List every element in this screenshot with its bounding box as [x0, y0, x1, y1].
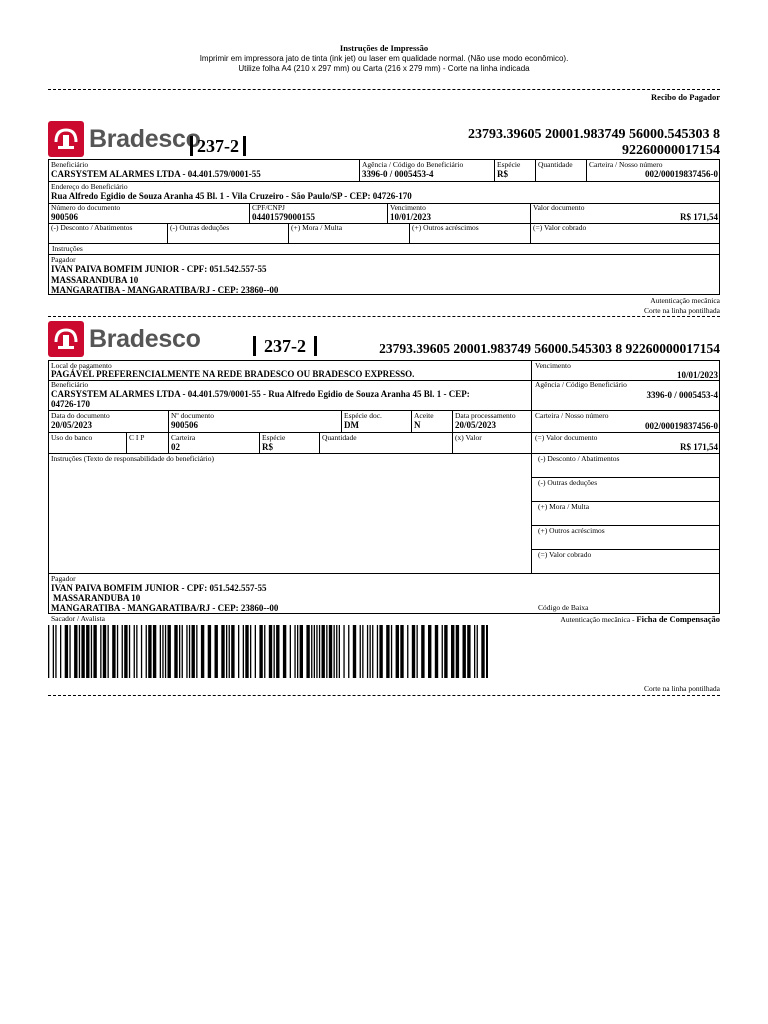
barcode-bar	[407, 625, 408, 678]
digitable-line-1: 23793.39605 20001.983749 56000.545303 8	[468, 127, 720, 142]
carteira-value: 002/00019837456-0	[645, 169, 718, 179]
vencimento-value: 10/01/2023	[676, 370, 718, 380]
barcode-bar	[334, 625, 335, 678]
pagador-line-2: MASSARANDUBA 10	[51, 275, 139, 285]
barcode-bar	[417, 625, 418, 678]
vencimento-label: Vencimento	[390, 203, 426, 212]
barcode-bar	[377, 625, 378, 678]
vencimento-label: Vencimento	[535, 361, 571, 370]
instrucoes-label: Instruções (Texto de responsabilidade do beneficiário)	[51, 454, 214, 463]
barcode-bar	[117, 625, 118, 678]
barcode-bar	[329, 625, 332, 678]
valor-doc-label: Valor documento	[533, 203, 585, 212]
barcode-bar	[196, 625, 197, 678]
barcode-bar	[379, 625, 382, 678]
recibo-title: Recibo do Pagador	[651, 92, 720, 102]
vencimento-value: 10/01/2023	[390, 212, 432, 222]
bradesco-tree-icon	[48, 121, 84, 157]
barcode-bar	[400, 625, 403, 678]
barcode-bar	[255, 625, 256, 678]
carteira-label: Carteira / Nosso número	[589, 160, 663, 169]
barcode-bar	[108, 625, 109, 678]
barcode-bar	[421, 625, 424, 678]
barcode-bar	[444, 625, 447, 678]
barcode-bar	[162, 625, 163, 678]
barcode-bar	[60, 625, 61, 678]
barcode-bar	[467, 625, 470, 678]
barcode-bar	[124, 625, 127, 678]
barcode-bar	[146, 625, 147, 678]
local-pagamento-label: Local de pagamento	[51, 361, 112, 370]
valor-cobrado-label: (=) Valor cobrado	[538, 550, 592, 559]
barcode-bar	[294, 625, 295, 678]
barcode-bar	[74, 625, 77, 678]
barcode-bar	[314, 625, 315, 678]
especie-doc-value: DM	[344, 420, 359, 430]
barcode-bar	[81, 625, 84, 678]
barcode-bar	[55, 625, 56, 678]
outras-deducoes-label: (-) Outras deduções	[538, 478, 598, 487]
barcode-bar	[103, 625, 106, 678]
barcode-bar	[201, 625, 204, 678]
agencia-value: 3396-0 / 0005453-4	[646, 390, 718, 400]
agencia-value: 3396-0 / 0005453-4	[362, 169, 434, 179]
barcode-bar	[91, 625, 92, 678]
barcode-bar	[168, 625, 171, 678]
barcode-bar	[319, 625, 320, 678]
aceite-label: Aceite	[414, 411, 434, 420]
carteira-value: 02	[171, 442, 180, 452]
barcode-bar	[65, 625, 68, 678]
barcode-bar	[367, 625, 368, 678]
autenticacao-mecanica: Autenticação mecânica	[650, 296, 720, 305]
barcode-bar	[100, 625, 101, 678]
barcode-bar	[322, 625, 325, 678]
print-instructions-line1: Imprimir em impressora jato de tinta (ink jet) ou laser em qualidade normal. (Não use modo econômico).	[199, 54, 569, 63]
barcode-bar	[435, 625, 438, 678]
num-doc-label: Nº documento	[171, 411, 214, 420]
digitable-line: 23793.39605 20001.983749 56000.545303 8 92260000017154	[379, 341, 720, 356]
barcode-bar	[343, 625, 344, 678]
pagador-line-3: MANGARATIBA - MANGARATIBA/RJ - CEP: 23860--00	[51, 285, 279, 295]
mora-label: (+) Mora / Multa	[538, 502, 590, 511]
pagador-line-1: IVAN PAIVA BOMFIM JUNIOR - CPF: 051.542.557-55	[51, 264, 267, 274]
barcode-bar	[269, 625, 272, 678]
barcode-bar	[300, 625, 303, 678]
carteira-nosso-value: 002/00019837456-0	[645, 421, 718, 431]
valor-doc-value: R$ 171,54	[680, 442, 718, 452]
data-doc-value: 20/05/2023	[51, 420, 93, 430]
autenticacao-ficha	[560, 615, 720, 624]
barcode-bar	[86, 625, 89, 678]
barcode-bar	[208, 625, 211, 678]
bank-code: 237-2	[253, 336, 317, 356]
barcode-bar	[129, 625, 130, 678]
barcode-bar	[264, 625, 265, 678]
barcode-bar	[474, 625, 475, 678]
barcode-bar	[362, 625, 363, 678]
barcode-bar	[93, 625, 96, 678]
print-instructions-title: Instruções de Impressão	[339, 43, 429, 53]
bank-code: 237-2	[190, 136, 246, 156]
codigo-baixa-label: Código de Baixa	[538, 603, 589, 612]
local-pagamento-value: PAGÁVEL PREFERENCIALMENTE NA REDE BRADESCO OU BRADESCO EXPRESSO.	[51, 369, 415, 379]
barcode-bar	[192, 625, 195, 678]
carteira-nosso-label: Carteira / Nosso número	[535, 411, 609, 420]
pagador-line-2: MASSARANDUBA 10	[53, 593, 141, 603]
agencia-label: Agência / Código do Beneficiário	[362, 160, 464, 169]
quantidade-label: Quantidade	[538, 160, 573, 169]
endereco-label: Endereço do Beneficiário	[51, 182, 128, 191]
barcode-bar	[148, 625, 151, 678]
barcode-bar	[165, 625, 166, 678]
barcode-bar	[456, 625, 459, 678]
valor-doc-value: R$ 171,54	[680, 212, 718, 222]
barcode-bar	[215, 625, 218, 678]
cpf-value: 04401579000155	[252, 212, 315, 222]
beneficiario-line-2: 04726-170	[51, 399, 90, 409]
barcode-bar	[238, 625, 239, 678]
pagador-label: Pagador	[51, 574, 76, 583]
carteira-label: Carteira	[171, 433, 196, 442]
barcode-bar	[182, 625, 183, 678]
barcode-bar	[428, 625, 431, 678]
barcode-bar	[290, 625, 291, 678]
bradesco-logo	[48, 121, 201, 157]
barcode-bar	[226, 625, 227, 678]
barcode-bar	[396, 625, 399, 678]
bank-name: Bradesco	[89, 124, 201, 153]
barcode-bar	[391, 625, 392, 678]
ficha-compensacao-label: Ficha de Compensação	[636, 614, 720, 624]
data-proc-value: 20/05/2023	[455, 420, 497, 430]
pagador-line-3: MANGARATIBA - MANGARATIBA/RJ - CEP: 23860--00	[51, 603, 279, 613]
uso-banco-label: Uso do banco	[51, 433, 93, 442]
barcode-bar	[486, 625, 488, 678]
barcode-bar	[112, 625, 115, 678]
valor-cobrado-label: (=) Valor cobrado	[533, 223, 587, 232]
barcode-bar	[160, 625, 161, 678]
cut-line	[48, 89, 720, 90]
barcode-bar	[48, 625, 49, 678]
barcode-bar	[136, 625, 137, 678]
instrucoes-label: Instruções	[52, 244, 83, 253]
numero-doc-value: 900506	[51, 212, 78, 222]
barcode-bar	[174, 625, 177, 678]
mora-label: (+) Mora / Multa	[291, 223, 343, 232]
digitable-line-2: 92260000017154	[622, 143, 720, 158]
barcode-bar	[372, 625, 373, 678]
aceite-value: N	[414, 420, 421, 430]
barcode-bar	[386, 625, 389, 678]
barcode-bar	[297, 625, 298, 678]
barcode-bar	[229, 625, 230, 678]
bank-name: Bradesco	[89, 324, 201, 353]
barcode-bar	[348, 625, 349, 678]
cut-line	[48, 316, 720, 317]
barcode-bar	[283, 625, 286, 678]
barcode-bar	[360, 625, 361, 678]
barcode-bar	[316, 625, 317, 678]
data-proc-label: Data processamento	[455, 411, 516, 420]
quantidade-label: Quantidade	[322, 433, 357, 442]
barcode-bar	[412, 625, 415, 678]
especie-value: R$	[497, 169, 508, 179]
valor-doc-label: (=) Valor documento	[535, 433, 598, 442]
endereco-value: Rua Alfredo Egidio de Souza Aranha 45 Bl. 1 - Vila Cruzeiro - São Paulo/SP - CEP: 04726-170	[51, 191, 412, 201]
beneficiario-line-1: CARSYSTEM ALARMES LTDA - 04.401.579/0001-55 - Rua Alfredo Egidio de Souza Aranha 45 Bl. 1 - CEP:	[51, 389, 470, 399]
pagador-line-1: IVAN PAIVA BOMFIM JUNIOR - CPF: 051.542.557-55	[51, 583, 267, 593]
barcode-bar	[245, 625, 248, 678]
desconto-label: (-) Desconto / Abatimentos	[538, 454, 620, 463]
barcode-bar	[141, 625, 142, 678]
barcode-bar	[79, 625, 80, 678]
barcode-bar	[306, 625, 309, 678]
data-doc-label: Data do documento	[51, 411, 110, 420]
beneficiario-label: Beneficiário	[51, 160, 89, 169]
bradesco-logo	[48, 321, 201, 357]
sacador-label: Sacador / Avalista	[51, 614, 106, 623]
barcode-bar	[189, 625, 190, 678]
barcode-bar	[311, 625, 312, 678]
pagador-label: Pagador	[51, 255, 76, 264]
barcode-bar	[221, 625, 224, 678]
especie-value: R$	[262, 442, 273, 452]
corte-linha-label: Corte na linha pontilhada	[643, 306, 720, 315]
barcode-bar	[153, 625, 156, 678]
barcode-bar	[53, 625, 54, 678]
num-doc-value: 900506	[171, 420, 198, 430]
barcode-bar	[481, 625, 484, 678]
barcode-bar	[179, 625, 180, 678]
desconto-label: (-) Desconto / Abatimentos	[51, 223, 133, 232]
autenticacao-label: Autenticação mecânica -	[560, 615, 635, 624]
cut-line	[48, 695, 720, 696]
barcode-bar	[250, 625, 251, 678]
barcode-bar	[186, 625, 187, 678]
barcode-bar	[463, 625, 466, 678]
outros-acrescimos-label: (+) Outros acréscimos	[412, 223, 479, 232]
barcode-bar	[276, 625, 279, 678]
agencia-label: Agência / Código Beneficiário	[535, 380, 627, 389]
barcode-bar	[339, 625, 340, 678]
cip-label: C I P	[129, 433, 145, 442]
barcode	[48, 625, 488, 678]
corte-linha-label: Corte na linha pontilhada	[643, 684, 720, 693]
print-instructions-line2: Utilize folha A4 (210 x 297 mm) ou Carta (216 x 279 mm) - Corte na linha indicada	[238, 64, 530, 73]
beneficiario-label: Beneficiário	[51, 380, 89, 389]
barcode-bar	[274, 625, 275, 678]
barcode-bar	[231, 625, 234, 678]
barcode-bar	[243, 625, 244, 678]
x-valor-label: (x) Valor	[455, 433, 482, 442]
recibo-table	[48, 159, 720, 295]
barcode-bar	[336, 625, 337, 678]
outros-acrescimos-label: (+) Outros acréscimos	[538, 526, 605, 535]
cpf-label: CPF/CNPJ	[252, 203, 285, 212]
barcode-bar	[122, 625, 123, 678]
barcode-bar	[259, 625, 262, 678]
barcode-bar	[134, 625, 135, 678]
bradesco-tree-icon	[48, 321, 84, 357]
outras-deducoes-label: (-) Outras deduções	[170, 223, 230, 232]
barcode-bar	[370, 625, 371, 678]
barcode-bar	[477, 625, 478, 678]
barcode-bar	[442, 625, 443, 678]
especie-label: Espécie	[262, 433, 286, 442]
beneficiario-value: CARSYSTEM ALARMES LTDA - 04.401.579/0001-55	[51, 169, 261, 179]
barcode-bar	[69, 625, 70, 678]
especie-label: Espécie	[497, 160, 521, 169]
numero-doc-label: Número do documento	[51, 203, 121, 212]
barcode-bar	[326, 625, 327, 678]
especie-doc-label: Espécie doc.	[344, 411, 382, 420]
barcode-bar	[353, 625, 356, 678]
barcode-bar	[451, 625, 454, 678]
